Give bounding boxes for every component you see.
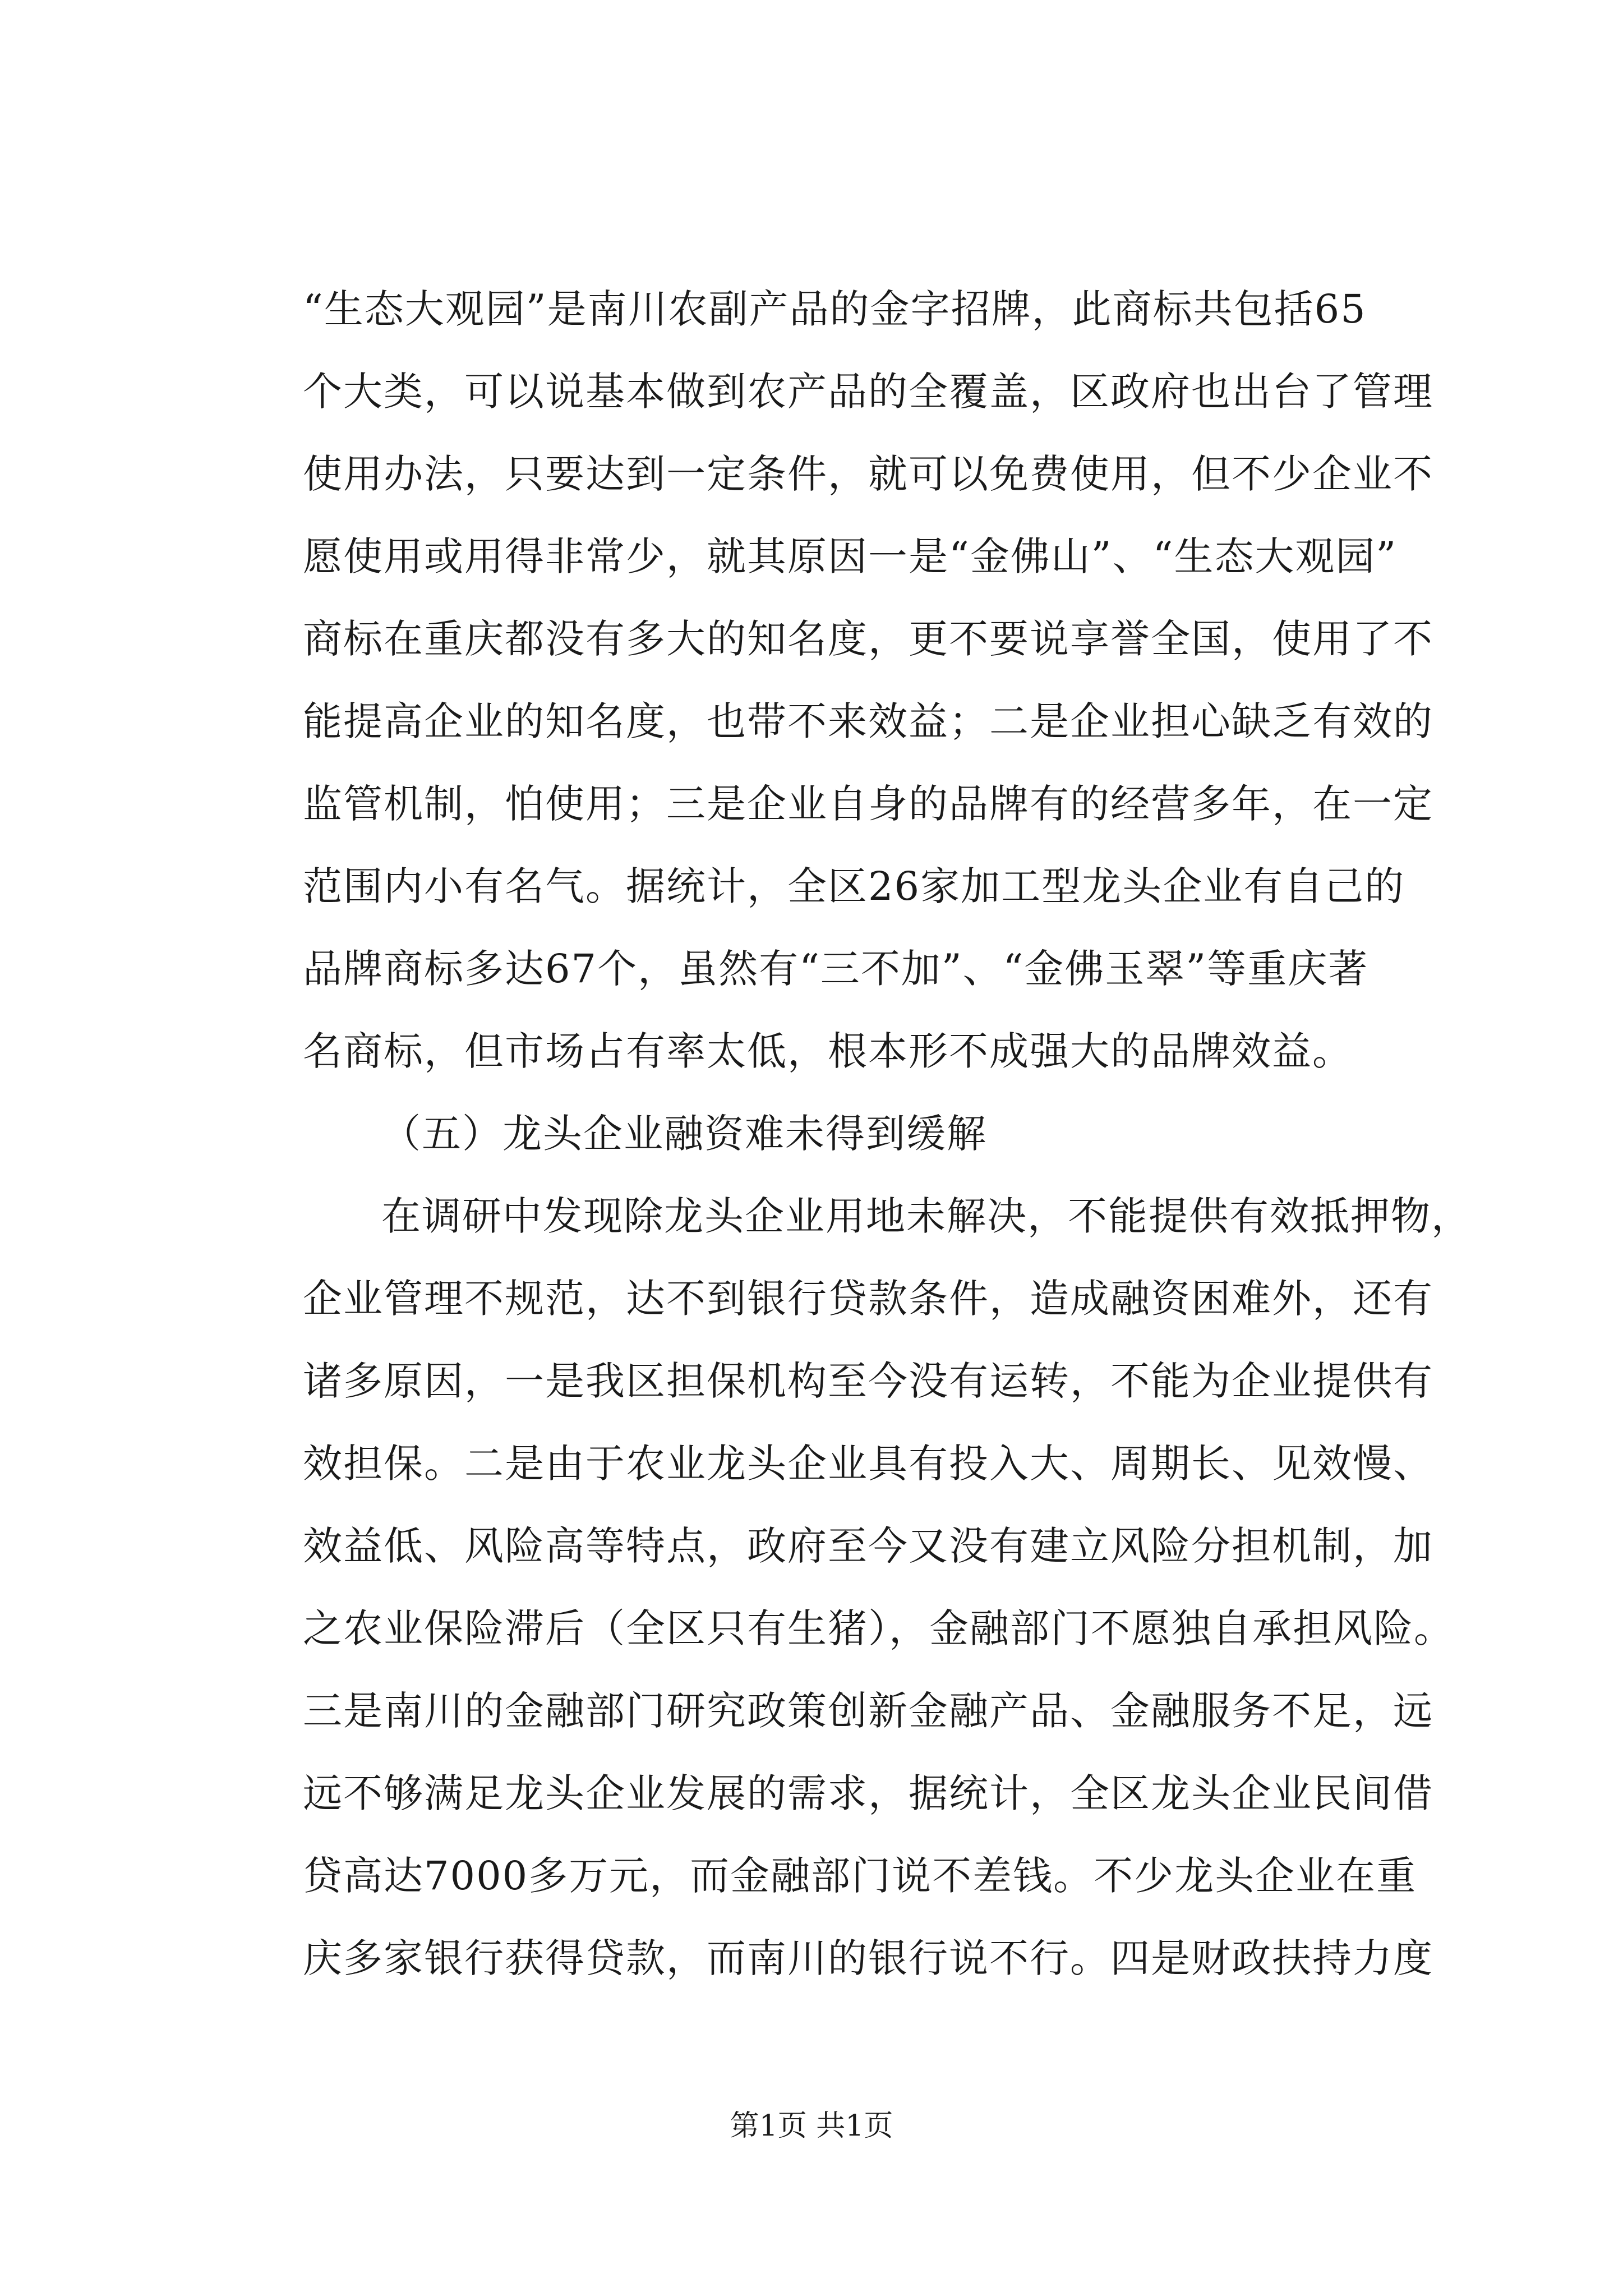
text-line: 使用办法，只要达到一定条件，就可以免费使用，但不少企业不 — [303, 451, 1433, 497]
text-line: 能提高企业的知名度，也带不来效益；二是企业担心缺乏有效的 — [303, 698, 1433, 744]
text-line: 效担保。二是由于农业龙头企业具有投入大、周期长、见效慢、 — [303, 1441, 1433, 1487]
text-line: 愿使用或用得非常少，就其原因一是“金佛山”、“生态大观园” — [303, 533, 1398, 579]
text-line: 效益低、风险高等特点，政府至今又没有建立风险分担机制，加 — [303, 1523, 1433, 1569]
text-line: 名商标，但市场占有率太低，根本形不成强大的品牌效益。 — [303, 1028, 1353, 1074]
text-line: 商标在重庆都没有多大的知名度，更不要说享誉全国，使用了不 — [303, 616, 1433, 662]
text-line: 诸多原因，一是我区担保机构至今没有运转，不能为企业提供有 — [303, 1358, 1433, 1404]
text-line: 范围内小有名气。据统计，全区26家加工型龙头企业有自己的 — [303, 863, 1405, 909]
page-footer: 第1页 共1页 — [730, 2109, 893, 2143]
text-line: 企业管理不规范，达不到银行贷款条件，造成融资困难外，还有 — [303, 1276, 1433, 1322]
text-line: 品牌商标多达67个，虽然有“三不加”、“金佛玉翠”等重庆著 — [303, 946, 1369, 992]
paragraph-first-line: 在调研中发现除龙头企业用地未解决，不能提供有效抵押物， — [381, 1193, 1472, 1239]
text-line: 三是南川的金融部门研究政策创新金融产品、金融服务不足，远 — [303, 1688, 1433, 1734]
section-heading: （五）龙头企业融资难未得到缓解 — [381, 1111, 987, 1157]
text-line: 贷高达7000多万元，而金融部门说不差钱。不少龙头企业在重 — [303, 1853, 1417, 1899]
text-line: 庆多家银行获得贷款，而南川的银行说不行。四是财政扶持力度 — [303, 1935, 1433, 1981]
text-line: 监管机制，怕使用；三是企业自身的品牌有的经营多年，在一定 — [303, 781, 1433, 827]
text-line: 远不够满足龙头企业发展的需求，据统计，全区龙头企业民间借 — [303, 1770, 1433, 1816]
text-line: 个大类，可以说基本做到农产品的全覆盖，区政府也出台了管理 — [303, 369, 1433, 415]
document-body — [303, 268, 1472, 2000]
text-line: “生态大观园”是南川农副产品的金字招牌，此商标共包括65 — [303, 286, 1367, 332]
text-line: 之农业保险滞后（全区只有生猪），金融部门不愿独自承担风险。 — [303, 1605, 1454, 1651]
